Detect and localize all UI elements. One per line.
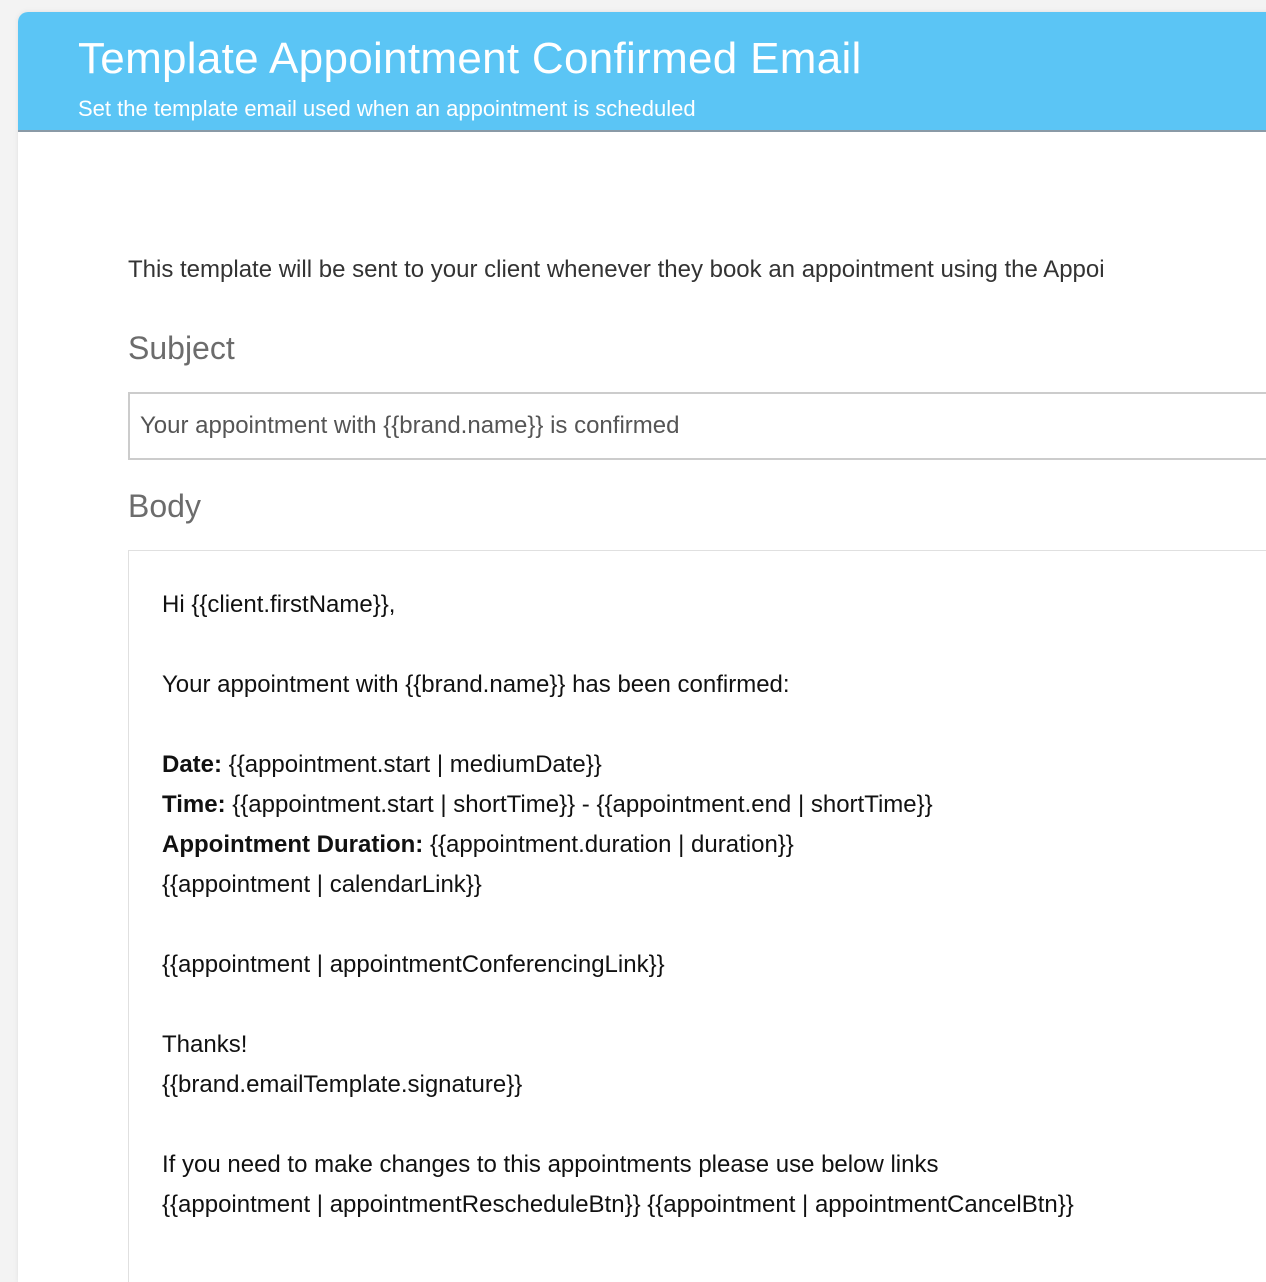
subject-input[interactable]: [128, 392, 1266, 460]
body-thanks: Thanks!: [162, 1031, 248, 1058]
body-duration-line: [162, 825, 1266, 865]
body-intro: Your appointment with {{brand.name}} has been confirmed:: [162, 671, 790, 698]
body-signature: {{brand.emailTemplate.signature}}: [162, 1071, 523, 1098]
intro-text: This template will be sent to your client whenever they book an appointment using the Appoi: [128, 256, 1105, 283]
subject-label: Subject: [128, 330, 235, 366]
page-subtitle: Set the template email used when an appointment is scheduled: [78, 96, 696, 121]
email-template-card: [18, 12, 1266, 1282]
body-conferencing-link: {{appointment | appointmentConferencingLink}}: [162, 951, 665, 978]
date-label: Date:: [162, 751, 223, 778]
duration-label: Appointment Duration:: [162, 831, 424, 858]
blank-line: [162, 985, 1266, 1025]
card-header: [18, 12, 1266, 132]
body-editor[interactable]: [128, 550, 1266, 1282]
body-action-links: {{appointment | appointmentRescheduleBtn}} {{appointment | appointmentCancelBtn}}: [162, 1191, 1074, 1218]
body-greeting: Hi {{client.firstName}},: [162, 591, 396, 618]
blank-line: [162, 625, 1266, 665]
page-title: Template Appointment Confirmed Email: [78, 34, 862, 83]
body-changes-text: If you need to make changes to this appointments please use below links: [162, 1151, 939, 1178]
blank-line: [162, 905, 1266, 945]
body-time-line: [162, 785, 1266, 825]
body-date-line: [162, 745, 1266, 785]
body-calendar-link: {{appointment | calendarLink}}: [162, 871, 482, 898]
time-label: Time:: [162, 791, 226, 818]
date-value: {{appointment.start | mediumDate}}: [222, 751, 602, 778]
duration-value: {{appointment.duration | duration}}: [423, 831, 794, 858]
time-value: {{appointment.start | shortTime}} - {{appointment.end | shortTime}}: [225, 791, 933, 818]
body-label: Body: [128, 488, 201, 524]
blank-line: [162, 705, 1266, 745]
blank-line: [162, 1105, 1266, 1145]
